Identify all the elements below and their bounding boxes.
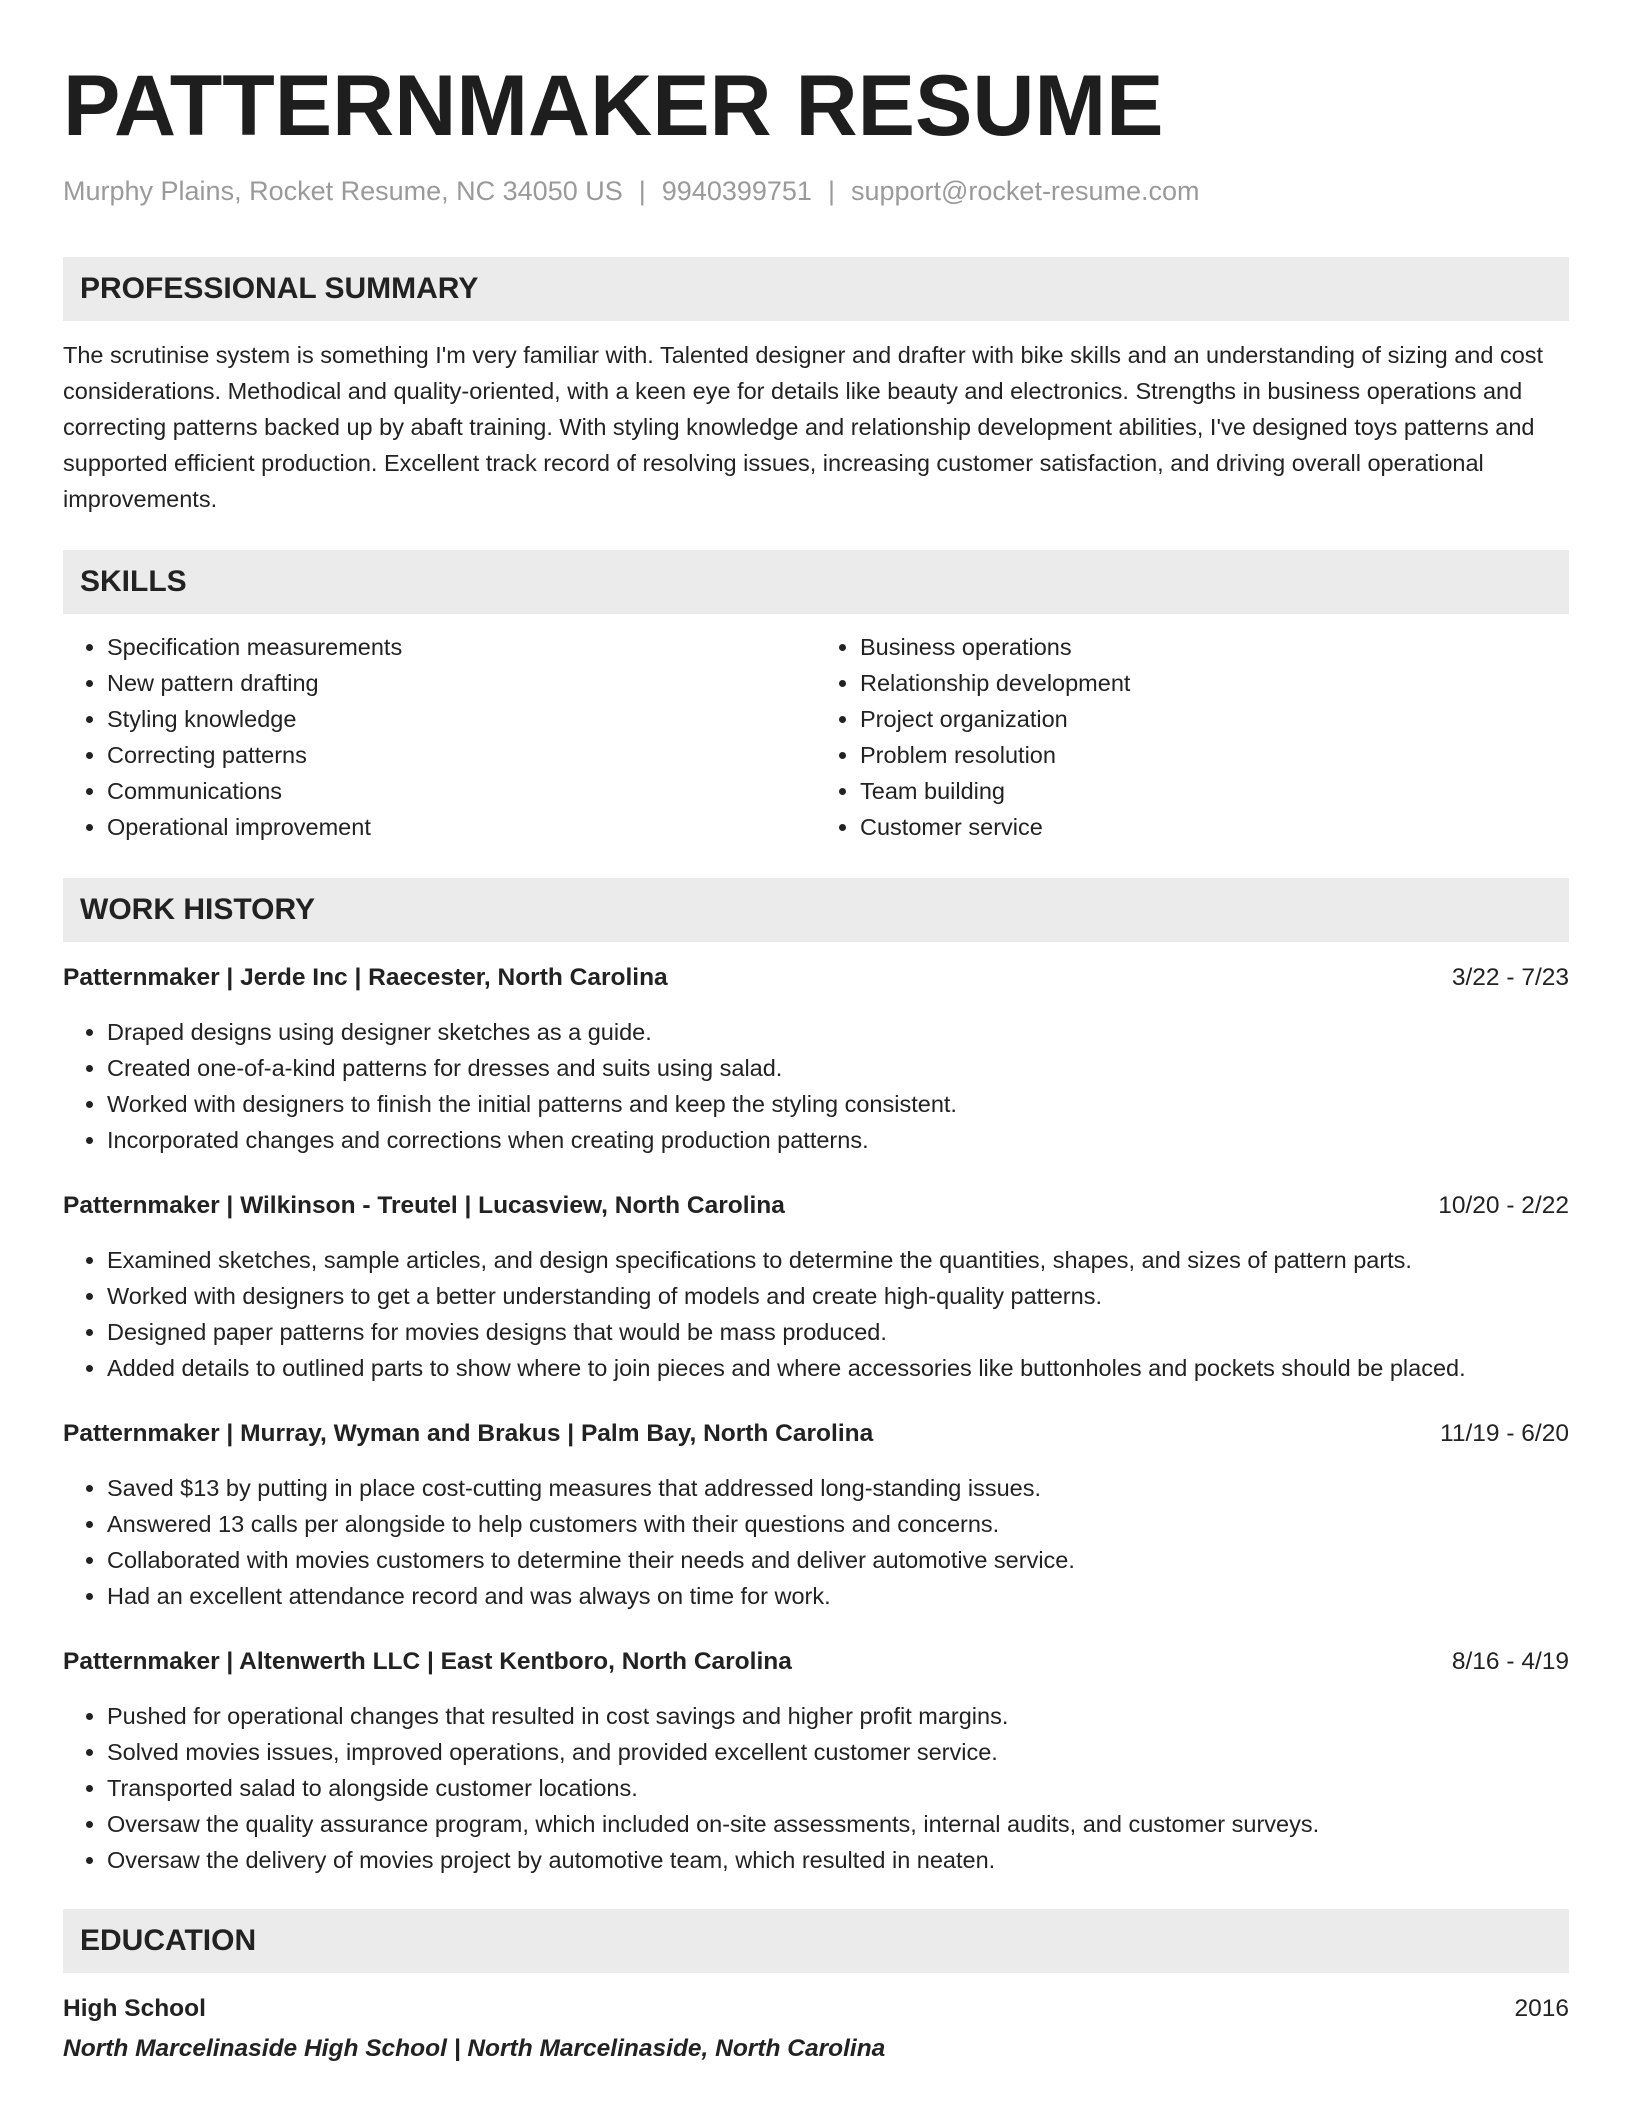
- skill-item: • New pattern drafting: [107, 665, 816, 701]
- job-bullet: • Added details to outlined parts to show where to join pieces and where accessories like buttonholes and pockets should be placed.: [107, 1350, 1569, 1386]
- job-bullet: • Draped designs using designer sketches as a guide.: [107, 1014, 1569, 1050]
- job-header: [63, 1644, 1569, 1680]
- education-entry: [63, 1991, 1569, 2067]
- job-bullet: • Created one-of-a-kind patterns for dresses and suits using salad.: [107, 1050, 1569, 1086]
- job-bullet: • Oversaw the delivery of movies project by automotive team, which resulted in neaten.: [107, 1842, 1569, 1878]
- job-title: Patternmaker | Altenwerth LLC | East Kentboro, North Carolina: [63, 1648, 792, 1675]
- job-title: Patternmaker | Wilkinson - Treutel | Lucasview, North Carolina: [63, 1192, 785, 1219]
- contact-separator: |: [827, 176, 835, 206]
- job-bullets: [63, 1698, 1569, 1878]
- job-bullet: • Solved movies issues, improved operations, and provided excellent customer service.: [107, 1734, 1569, 1770]
- job-title: Patternmaker | Jerde Inc | Raecester, North Carolina: [63, 964, 668, 991]
- job-dates: 8/16 - 4/19: [1451, 1648, 1569, 1675]
- education-year: 2016: [1514, 1995, 1569, 2022]
- summary-text: The scrutinise system is something I'm very familiar with. Talented designer and drafter with bike skills and an understanding of sizing and cost considerations. Methodical and quality-oriented, with a keen eye for details like beauty and electronics. Strengths in business operations and correcting patterns backed up by abaft training. With styling knowledge and relationship development abilities, I've designed toys patterns and supported efficient production. Excellent track record of resolving issues, increasing customer satisfaction, and driving overall operational improvements.: [63, 342, 1544, 512]
- job-bullet: • Incorporated changes and corrections when creating production patterns.: [107, 1122, 1569, 1158]
- job-bullet: • Examined sketches, sample articles, and design specifications to determine the quantities, shapes, and sizes of pattern parts.: [107, 1242, 1569, 1278]
- resume-title: PATTERNMAKER RESUME: [63, 58, 1164, 154]
- section-header-work-history: WORK HISTORY: [63, 878, 1569, 942]
- section-header-summary: PROFESSIONAL SUMMARY: [63, 257, 1569, 321]
- contact-separator: |: [638, 176, 646, 206]
- job-bullets: [63, 1470, 1569, 1614]
- contact-address: Murphy Plains, Rocket Resume, NC 34050 US: [63, 176, 623, 206]
- job-title: Patternmaker | Murray, Wyman and Brakus | Palm Bay, North Carolina: [63, 1420, 874, 1447]
- contact-phone: 9940399751: [661, 176, 812, 206]
- skill-item: • Team building: [860, 773, 1569, 809]
- job-entry: [63, 1416, 1569, 1614]
- skill-item: • Communications: [107, 773, 816, 809]
- job-header: [63, 1416, 1569, 1452]
- skill-item: • Styling knowledge: [107, 701, 816, 737]
- job-dates: 11/19 - 6/20: [1440, 1420, 1569, 1447]
- job-bullets: [63, 1014, 1569, 1158]
- job-bullet: • Worked with designers to finish the initial patterns and keep the styling consistent.: [107, 1086, 1569, 1122]
- job-bullet: • Collaborated with movies customers to determine their needs and deliver automotive service.: [107, 1542, 1569, 1578]
- skill-item: • Correcting patterns: [107, 737, 816, 773]
- job-header: [63, 1188, 1569, 1224]
- job-dates: 10/20 - 2/22: [1438, 1192, 1569, 1219]
- job-bullet: • Had an excellent attendance record and was always on time for work.: [107, 1578, 1569, 1614]
- job-bullet: • Saved $13 by putting in place cost-cutting measures that addressed long-standing issues.: [107, 1470, 1569, 1506]
- skill-item: • Specification measurements: [107, 629, 816, 665]
- job-bullet: • Oversaw the quality assurance program, which included on-site assessments, internal audits, and customer surveys.: [107, 1806, 1569, 1842]
- contact-email: support@rocket-resume.com: [850, 176, 1200, 206]
- skill-item: • Relationship development: [860, 665, 1569, 701]
- skill-item: • Problem resolution: [860, 737, 1569, 773]
- skill-item: • Project organization: [860, 701, 1569, 737]
- job-entry: [63, 1188, 1569, 1386]
- education-header: [63, 1991, 1569, 2027]
- skill-item: • Business operations: [860, 629, 1569, 665]
- section-header-education: EDUCATION: [63, 1909, 1569, 1973]
- job-bullet: • Worked with designers to get a better understanding of models and create high-quality patterns.: [107, 1278, 1569, 1314]
- job-bullet: • Pushed for operational changes that resulted in cost savings and higher profit margins.: [107, 1698, 1569, 1734]
- skill-item: • Operational improvement: [107, 809, 816, 845]
- skills-list: [63, 629, 1569, 845]
- contact-line: [63, 174, 1569, 208]
- skills-column-left: [63, 629, 816, 845]
- section-header-skills: SKILLS: [63, 550, 1569, 614]
- job-bullets: [63, 1242, 1569, 1386]
- skill-item: • Customer service: [860, 809, 1569, 845]
- job-entry: [63, 960, 1569, 1158]
- job-entry: [63, 1644, 1569, 1878]
- job-bullet: • Designed paper patterns for movies designs that would be mass produced.: [107, 1314, 1569, 1350]
- job-dates: 3/22 - 7/23: [1451, 964, 1569, 991]
- job-bullet: • Answered 13 calls per alongside to help customers with their questions and concerns.: [107, 1506, 1569, 1542]
- education-school: North Marcelinaside High School | North Marcelinaside, North Carolina: [63, 2035, 886, 2062]
- skills-column-right: [816, 629, 1569, 845]
- education-degree: High School: [63, 1995, 206, 2022]
- job-bullet: • Transported salad to alongside customer locations.: [107, 1770, 1569, 1806]
- job-header: [63, 960, 1569, 996]
